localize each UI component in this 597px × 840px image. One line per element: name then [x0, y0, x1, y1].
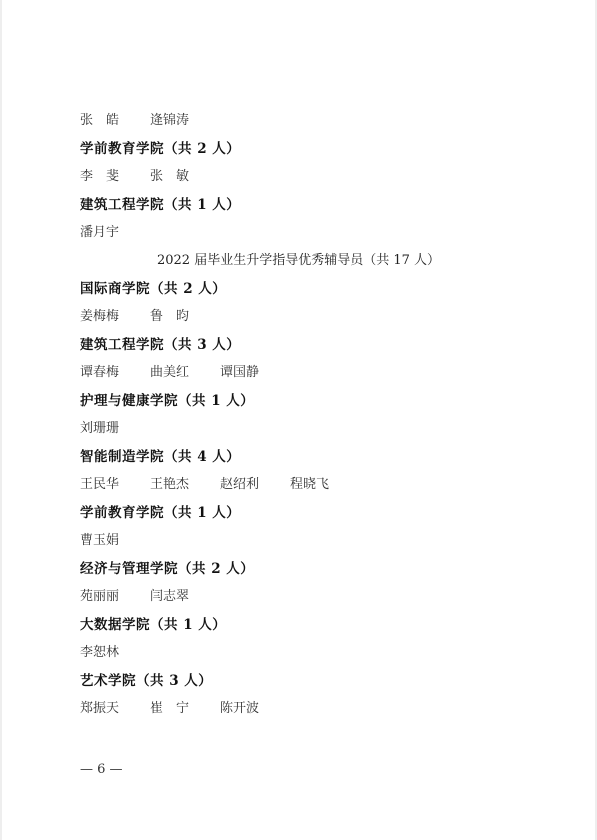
college-heading: 国际商学院（共 2 人）	[80, 281, 227, 297]
page-left-edge	[0, 0, 2, 840]
person-name: 谭国静	[220, 365, 260, 380]
person-name: 曲美红	[150, 365, 190, 380]
college-heading: 经济与管理学院（共 2 人）	[80, 561, 255, 577]
person-name: 李 斐	[80, 169, 120, 184]
page-number: — 6 —	[80, 762, 123, 777]
person-name: 逄锦涛	[150, 113, 190, 128]
person-name: 苑丽丽	[80, 589, 120, 604]
college-heading: 护理与健康学院（共 1 人）	[80, 393, 255, 409]
person-name: 刘珊珊	[80, 421, 120, 436]
college-heading: 艺术学院（共 3 人）	[80, 673, 213, 689]
person-name: 闫志翠	[150, 589, 190, 604]
person-name: 王民华	[80, 477, 120, 492]
college-heading: 学前教育学院（共 2 人）	[80, 141, 241, 157]
person-name: 姜梅梅	[80, 309, 120, 324]
college-heading: 智能制造学院（共 4 人）	[80, 449, 241, 465]
person-name: 张 皓	[80, 113, 120, 128]
person-name: 曹玉娟	[80, 533, 120, 548]
person-name: 郑振天	[80, 701, 120, 716]
person-name: 潘月宇	[80, 225, 120, 240]
person-name: 程晓飞	[290, 477, 330, 492]
person-name: 李恕林	[80, 645, 120, 660]
person-name: 赵绍利	[220, 477, 260, 492]
college-heading: 学前教育学院（共 1 人）	[80, 505, 241, 521]
person-name: 谭春梅	[80, 365, 120, 380]
section-title: 2022 届毕业生升学指导优秀辅导员（共 17 人）	[156, 253, 441, 268]
college-heading: 建筑工程学院（共 3 人）	[80, 337, 241, 353]
person-name: 王艳杰	[150, 477, 190, 492]
person-name: 陈开波	[220, 701, 260, 716]
college-heading: 建筑工程学院（共 1 人）	[80, 197, 241, 213]
college-heading: 大数据学院（共 1 人）	[80, 617, 227, 633]
person-name: 张 敏	[150, 169, 190, 184]
person-name: 崔 宁	[150, 701, 190, 716]
person-name: 鲁 昀	[150, 309, 190, 324]
